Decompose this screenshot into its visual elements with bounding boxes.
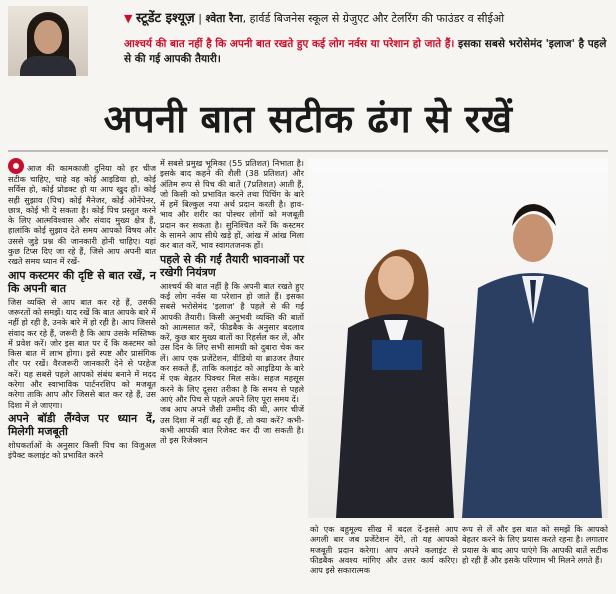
- para-body-language: शोधकर्ताओं के अनुसार किसी पिच का विजुअल इंपैक्ट कलाइंट को प्रभावित करने: [8, 439, 156, 461]
- deck-red-text: आश्चर्य की बात नहीं है कि अपनी बात रखते हुए कई लोग नर्वस या परेशान हो जाते हैं।: [124, 38, 455, 50]
- subhead-customer: आप कस्टमर की दृष्टि से बात रखें, न कि अपनी बात: [8, 268, 156, 295]
- para-conclusion: रूप से लें और इस बात को समझें कि आपको बेहतर करने के लिए प्रयास करते रहना है। लगातार प्रयास के बाद आप पाएंगे कि आपकी बातें सटीक हो रही हैं और इसके परिणाम भी मिलने लगते हैं।: [462, 524, 608, 565]
- para-preparation: आश्चर्य की बात नहीं है कि अपनी बात रखते हुए कई लोग नर्वस या परेशान हो जाते हैं। इसका सबसे भरोसेमंद 'इलाज' है पहले से की गई आपकी तैयारी। किसी अनुभवी व्यक्ति की बातों को आत्मसात करें, फीडबैक के अनुसार बदलाव करें, कुछ बार मुख्य बातों का रिहर्सल कर लें, और उस दिन के लिए सभी सामग्री को दुबारा चेक कर लें। आप एक प्रजेंटेशन, वीडियो या ब्राउजर तैयार कर सकते हैं, ताकि कलाइंट को आइडिया के बारे में एक बेहतर पिक्चर मिल सके। सहज महसूस करने के लिए दूसरा तरीका है कि समय से पहले आएं और पिच से पहले अपने लिए पूरा समय दें।: [160, 280, 304, 404]
- photo-illustration: [308, 158, 608, 518]
- deck: [124, 37, 610, 67]
- para-customer: जिस व्यक्ति से आप बात कर रहे हैं, उसकी जरूरतों को समझें। याद रखें कि बात आपके बारे में नहीं हो रही है, उनके बारे में हो रही है। आप जिससे संवाद कर रहे हैं, जरूरी है कि आप उसके मस्तिष्क में प्रवेश करें। जोर इस बात पर दें कि कस्टमर को किस बात में लाभ होगा। इसे स्पष्ट और प्रासंगिक तौर पर रखें। वैरजरूरी जानकारी देने से परहेज करें। यह सबसे पहले आपको संबंध बनाने में मदद करेगा और स्वाभाविक पार्टनरशिप को मजबूत करेगा ताकि आप और जिससे बात कर रहे हैं, उस दिशा में ले जाएगा।: [8, 296, 156, 410]
- deck-black-text: इसका सबसे भरोसेमंद 'इलाज' है पहले से की गई आपकी तैयारी।: [124, 38, 607, 65]
- column-1: [8, 158, 156, 461]
- author-designation: , हार्वर्ड बिजनेस स्कूल से ग्रेजुएट और टेलरिंग की फाउंडर व सीईओ: [242, 12, 505, 25]
- triangle-arrow-icon: ▼: [124, 12, 133, 25]
- subhead-body-language: अपने बॉडी लैंग्वेज पर ध्यान दें, मिलेगी मजबूती: [8, 411, 156, 438]
- subhead-preparation: पहले से की गई तैयारी भावनाओं पर रखेगी नियंत्रण: [160, 252, 304, 279]
- para-feedback: को एक बहुमूल्य सीख में बदल दें-इससे आप अगली बार जब प्रजेंटेशन देंगे, तो यह आपको मजबूती प्रदान करेगा। आप अपने कलाइंट से फीडबैक अवश्य मांगिए और उत्तर कार्य करिए। आप इसे सकारात्मक: [310, 524, 458, 576]
- column-4: [462, 524, 608, 565]
- para-visual-impact: में सबसे प्रमुख भूमिका (55 प्रतिशत) निभाता है। इसके बाद कहने की शैली (38 प्रतिशत) और अंतिम रूप से पिच की बातें (7प्रतिशत) आती हैं, जो किसी को प्रभावित करने तथा पिचिंग के बारे में हमें बिल्कुल नया अर्थ प्रदान करती है। हाव-भाव और शरीर का पोस्चर लोगों को मजबूती प्रदान कर सकता है। सुनिश्चित करें कि कस्टमर के सामने आप सीधे खड़े हों, आंख में आंख मिला कर बात करें, भाव स्वागतजनक हों।: [160, 158, 304, 251]
- author-photo: [8, 6, 88, 76]
- column-3: [310, 524, 458, 575]
- series-name: स्टूडेंट इश्यूज़: [135, 11, 195, 26]
- target-bullet-icon: [8, 158, 24, 174]
- headline: अपनी बात सटीक ढंग से रखें: [103, 97, 513, 141]
- author-name: श्वेता रैना: [205, 12, 243, 25]
- para-rejection: जब आप अपने जैसी उम्मीद की थी, अगर चीजें उस दिशा में नहीं बढ़ रही हैं, तो क्या करें? कभी-कभी आपकी बात रिजेक्ट कर दी जा सकती है। तो इस रिजेक्शन: [160, 404, 304, 446]
- business-people-photo: [308, 158, 608, 518]
- column-2: [160, 158, 304, 445]
- intro-text: आज की कामकाजी दुनिया को हर चीज सटीक चाहिए, चाहे वह कोई आइडिया हो, कोई सर्विस हो, कोई प्रोडक्ट हो या आप खुद हों। कोई सही सुझाव (पिच) कोई मैनेजर, कोई ओनेंपेनर, छात्र, कोई भी दे सकता है। कोई पिच प्रस्तुत करने के लिए आत्मविश्वास और संवाद मुख्य क्षेत्र हैं, हालांकि कोई सुझाव देते समय आपको विषय और उससे जुड़े प्रश्न की जानकारी होनी चाहिए। यहां कुछ टिप्स दिए जा रहे हैं, जिसे आप अपनी बात रखते समय ध्यान में रखें-: [8, 163, 156, 267]
- divider: [8, 150, 608, 152]
- header-line: ▼ स्टूडेंट इश्यूज़ | श्वेता रैना, हार्वर्ड बिजनेस स्कूल से ग्रेजुएट और टेलरिंग की फाउंडर व सीईओ: [124, 11, 505, 26]
